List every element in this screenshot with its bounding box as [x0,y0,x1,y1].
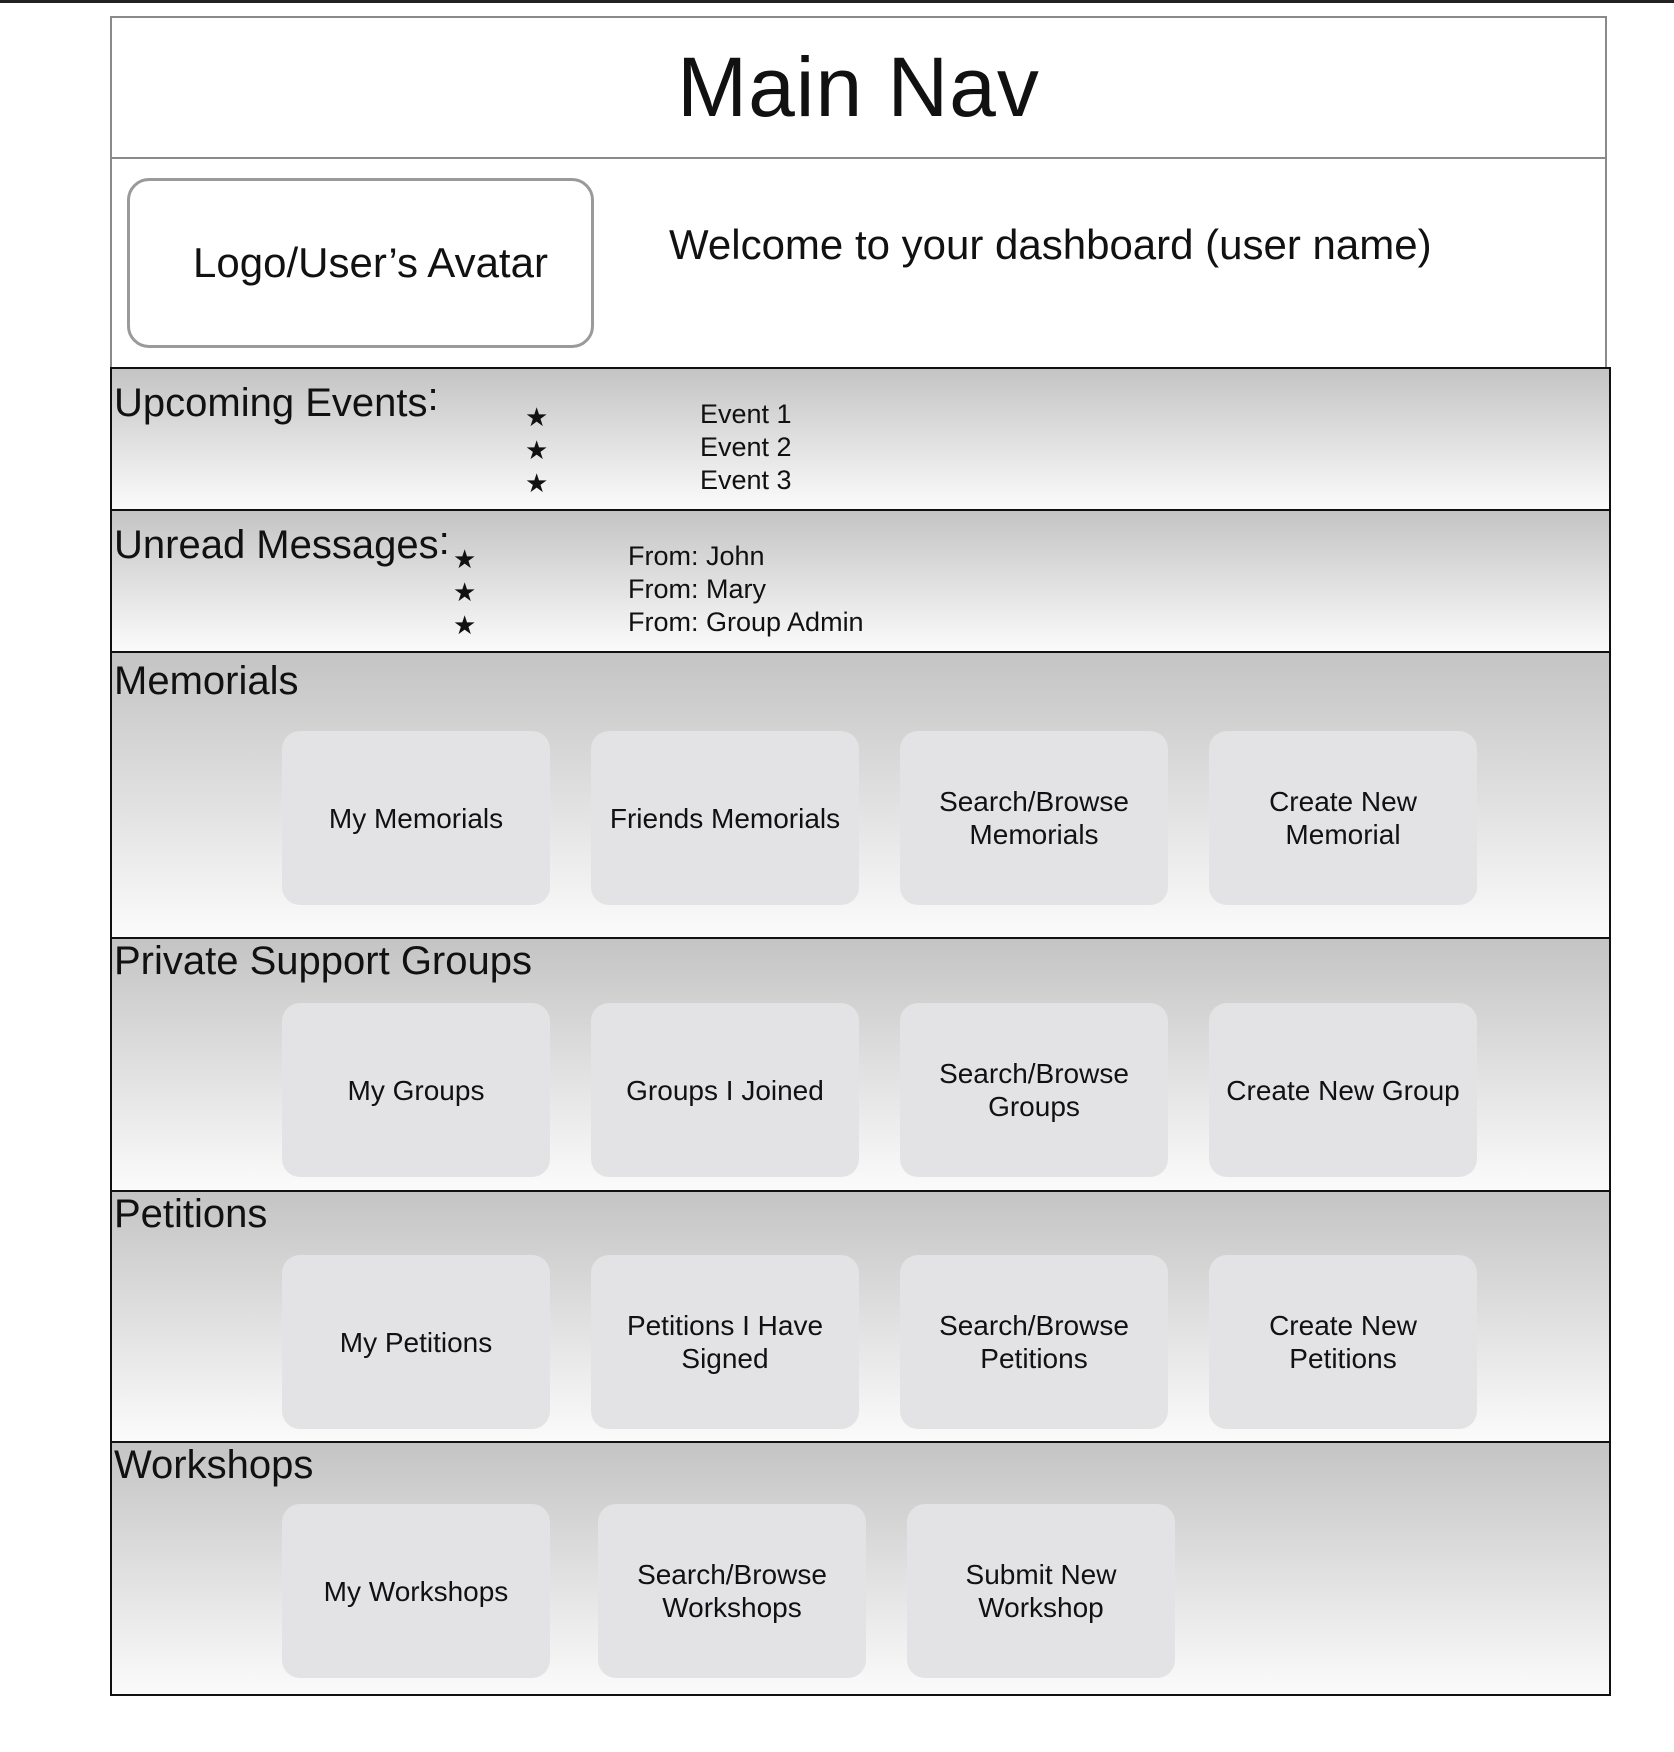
create-memorial-button[interactable]: Create New Memorial [1209,731,1477,905]
memorials-section [110,651,1611,939]
avatar-label: Logo/User’s Avatar [193,239,548,286]
main-nav[interactable] [110,16,1607,159]
submit-workshop-button[interactable]: Submit New Workshop [907,1504,1175,1678]
message-item[interactable]: From: Group Admin [628,607,864,637]
my-groups-button[interactable]: My Groups [282,1003,550,1177]
unread-messages-section [110,509,1611,653]
event-bullets [525,401,548,500]
upcoming-events-section [110,367,1611,511]
section-title: Private Support Groups [114,939,532,983]
search-memorials-button[interactable]: Search/Browse Memorials [900,731,1168,905]
section-title: Upcoming Events: [114,375,439,425]
main-nav-title: Main Nav [677,40,1040,134]
star-icon: ★ [525,402,549,432]
workshops-section [110,1441,1611,1696]
star-icon: ★ [453,610,477,640]
avatar[interactable] [127,178,594,348]
star-icon: ★ [525,435,549,465]
message-item[interactable]: From: John [628,541,765,571]
friends-memorials-button[interactable]: Friends Memorials [591,731,859,905]
message-item[interactable]: From: Mary [628,574,766,604]
section-title: Memorials [114,659,299,703]
event-item[interactable]: Event 1 [700,399,792,429]
my-memorials-button[interactable]: My Memorials [282,731,550,905]
message-list [628,540,864,639]
petitions-section [110,1190,1611,1443]
dashboard-header [110,159,1607,367]
support-groups-section [110,937,1611,1192]
star-icon: ★ [525,468,549,498]
top-rule [0,0,1674,3]
search-groups-button[interactable]: Search/Browse Groups [900,1003,1168,1177]
star-icon: ★ [453,544,477,574]
signed-petitions-button[interactable]: Petitions I Have Signed [591,1255,859,1429]
section-title: Workshops [114,1443,314,1487]
groups-joined-button[interactable]: Groups I Joined [591,1003,859,1177]
star-icon: ★ [453,577,477,607]
event-item[interactable]: Event 3 [700,465,792,495]
message-bullets [453,543,476,642]
search-petitions-button[interactable]: Search/Browse Petitions [900,1255,1168,1429]
create-petition-button[interactable]: Create New Petitions [1209,1255,1477,1429]
event-item[interactable]: Event 2 [700,432,792,462]
section-title: Petitions [114,1192,268,1236]
my-petitions-button[interactable]: My Petitions [282,1255,550,1429]
section-title: Unread Messages: [114,519,450,567]
search-workshops-button[interactable]: Search/Browse Workshops [598,1504,866,1678]
welcome-message: Welcome to your dashboard (user name) [669,221,1432,268]
create-group-button[interactable]: Create New Group [1209,1003,1477,1177]
event-list [700,398,792,497]
my-workshops-button[interactable]: My Workshops [282,1504,550,1678]
